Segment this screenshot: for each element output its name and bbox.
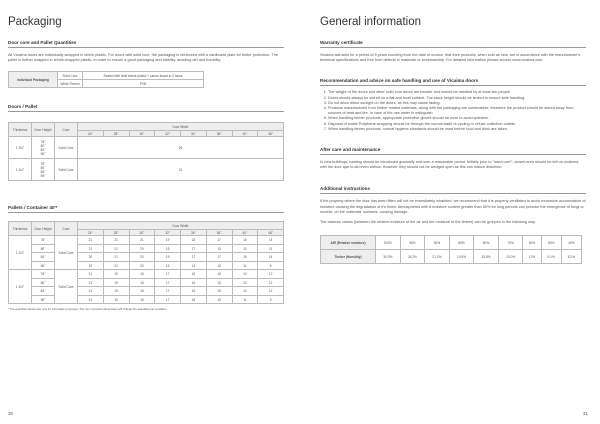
pallet-count-cell: 21 bbox=[78, 295, 104, 304]
table-row bbox=[9, 278, 284, 287]
door-height-cell: 84" bbox=[32, 253, 55, 262]
list-item: 2. Doors should always be stored on a flat and level surface. The stack height should be limited to ensure safe handling. bbox=[328, 96, 586, 101]
pallet-count-cell: 21 bbox=[78, 287, 104, 296]
pallet-count-cell: 20 bbox=[78, 253, 104, 262]
pallet-count-cell: 15 bbox=[206, 295, 232, 304]
pallet-count-cell: 17 bbox=[155, 287, 181, 296]
pallet-count-cell: 16 bbox=[181, 270, 207, 279]
door-height-cell: 78" bbox=[32, 236, 55, 245]
handling-heading: Recommendation and advice on safe handling and use of Vicaima doors bbox=[320, 78, 479, 84]
pallet-count-cell: 15 bbox=[206, 287, 232, 296]
pallet-count-cell: 16 bbox=[181, 287, 207, 296]
thickness-cell: 1 3/4" bbox=[9, 137, 32, 159]
thickness-cell: 1 3/4" bbox=[9, 159, 32, 181]
air-moisture-cell: 90% bbox=[425, 236, 450, 250]
header-door-width: Door Width bbox=[78, 222, 284, 230]
pallet-count-cell: 19 bbox=[103, 270, 129, 279]
door-heights-cell: 78" 80" 84" 96" bbox=[32, 137, 55, 159]
pallet-count-cell: 19 bbox=[155, 236, 181, 245]
doors-pallet-table bbox=[8, 122, 284, 181]
width-header: 32" bbox=[155, 131, 181, 137]
pallet-count-cell: 15 bbox=[232, 236, 258, 245]
list-item: 3. Do not allow direct sunlight on the doors, as this may cause fading. bbox=[328, 101, 586, 106]
door-height-cell: 96" bbox=[32, 295, 55, 304]
core-cell: Solid Core bbox=[55, 270, 78, 304]
timber-humidity-cell: 11% bbox=[523, 250, 541, 264]
timber-label: Timber (Humidity) bbox=[321, 250, 376, 264]
pallet-count-cell: 21 bbox=[103, 261, 129, 270]
width-header: 30" bbox=[129, 131, 155, 137]
pallet-count-cell: 13 bbox=[232, 287, 258, 296]
air-moisture-cell: 40% bbox=[561, 236, 581, 250]
header-core: Core bbox=[55, 123, 78, 137]
pallet-count-cell: 20 bbox=[129, 261, 155, 270]
pallet-count-cell: 19 bbox=[155, 244, 181, 253]
pallet-count-cell: 18 bbox=[129, 278, 155, 287]
timber-humidity-cell: 8.2% bbox=[561, 250, 581, 264]
pallet-count-cell: 21 bbox=[78, 278, 104, 287]
pallets-container-heading: Pallets / Container 40'* bbox=[8, 205, 58, 211]
footnote: * The quantities shown are only for information purposes. The mix of product dimensions will change the quantities per container. bbox=[8, 307, 168, 312]
header-door-width: Door Width bbox=[78, 123, 284, 131]
pallet-count-cell: 19 bbox=[103, 295, 129, 304]
page-number: 31 bbox=[582, 411, 588, 416]
aftercare-text: In new buildings, heating should be introduced gradually and over a reasonable period. Initially prior to "hand over", closed area should be left un-oxidized, with the door ajar to aid even airflow. However they should not be wedged open as this can induce distortion. bbox=[320, 160, 580, 170]
pallet-count-cell: 13 bbox=[232, 270, 258, 279]
pallet-count-cell: 21 bbox=[129, 236, 155, 245]
timber-humidity-cell: 15.8% bbox=[474, 250, 499, 264]
pallet-count-cell: 15 bbox=[206, 244, 232, 253]
additional-text-2: The balance values (between the relative moisture of the air and the moisture of the timber) can be grouped in the following way: bbox=[320, 220, 536, 225]
pallet-count-cell: 17 bbox=[155, 278, 181, 287]
aftercare-heading: After care and maintenance bbox=[320, 147, 381, 153]
width-header: 48" bbox=[258, 131, 284, 137]
table-row bbox=[321, 236, 582, 250]
table-row bbox=[9, 244, 284, 253]
pallet-count-cell: 15 bbox=[232, 253, 258, 262]
timber-humidity-cell: 21.2% bbox=[425, 250, 450, 264]
additional-instructions-heading: Additional instructions bbox=[320, 186, 371, 192]
door-height-cell: 78" bbox=[32, 270, 55, 279]
pallet-count-cell: 20 bbox=[129, 244, 155, 253]
pallet-count-cell: 17 bbox=[181, 244, 207, 253]
packaging-value: PVB bbox=[83, 80, 204, 88]
pallet-count-cell: 21 bbox=[78, 270, 104, 279]
balance-table bbox=[320, 235, 582, 264]
list-item: 5. When handling timber products, appropriate protective gloves should be worn to avoid splinters. bbox=[328, 116, 586, 121]
header-thickness: Thickness bbox=[9, 222, 32, 236]
pallet-count-cell: 15 bbox=[206, 278, 232, 287]
timber-humidity-cell: 9.1% bbox=[541, 250, 561, 264]
width-header: 24" bbox=[78, 131, 104, 137]
door-height-cell: 80" bbox=[32, 244, 55, 253]
pallet-count-cell: 21 bbox=[78, 236, 104, 245]
door-heights-cell: 78" 80" 84" 96" bbox=[32, 159, 55, 181]
width-header: 40" bbox=[232, 131, 258, 137]
width-header: 34" bbox=[181, 230, 207, 236]
table-row bbox=[9, 261, 284, 270]
timber-humidity-cell: 26.2% bbox=[400, 250, 425, 264]
pallet-count-cell: 13 bbox=[232, 244, 258, 253]
page-number: 30 bbox=[8, 411, 14, 416]
timber-humidity-cell: 19.5% bbox=[449, 250, 474, 264]
divider bbox=[320, 47, 586, 48]
packaging-table bbox=[8, 71, 204, 88]
pallet-count-cell: 18 bbox=[129, 295, 155, 304]
pallet-count-cell: 19 bbox=[155, 253, 181, 262]
list-item: 4. Products manufactured from timber related materials, along with the packaging are combustible; therefore the product should be stored away from sources of heat and fire. In case of fire use water to extinguish. bbox=[328, 106, 586, 116]
table-row bbox=[9, 253, 284, 262]
air-moisture-cell: 50% bbox=[541, 236, 561, 250]
header-thickness: Thickness bbox=[9, 123, 32, 137]
air-moisture-cell: 100% bbox=[376, 236, 401, 250]
pallet-count-cell: 21 bbox=[103, 253, 129, 262]
doors-pallet-heading: Doors / Pallet bbox=[8, 104, 38, 110]
divider bbox=[8, 111, 284, 112]
pallet-count-cell: 18 bbox=[181, 236, 207, 245]
thickness-cell: 1 3/4" bbox=[9, 236, 32, 270]
table-row bbox=[9, 295, 284, 304]
pallet-count-cell: 17 bbox=[181, 253, 207, 262]
core-cell: Solid Core bbox=[55, 137, 78, 159]
pallet-count-cell: 14 bbox=[181, 261, 207, 270]
divider bbox=[320, 154, 586, 155]
pallet-count-cell: 11 bbox=[232, 295, 258, 304]
divider bbox=[320, 85, 586, 86]
width-header: 40" bbox=[232, 230, 258, 236]
general-information-title: General information bbox=[320, 16, 421, 28]
divider bbox=[320, 193, 586, 194]
air-moisture-cell: 85% bbox=[449, 236, 474, 250]
pallet-count-cell: 14 bbox=[258, 236, 284, 245]
pallet-count-cell: 16 bbox=[181, 278, 207, 287]
air-moisture-cell: 60% bbox=[523, 236, 541, 250]
warranty-text: Vicaima warrants for a period of 5 years counting from the date of invoice, that their products, when sold as new, are in accordance with the manufacturer's technical specifications and free from defects in materials or workmanship. For detailed information please access www.vicaima.com bbox=[320, 53, 581, 63]
packaging-title: Packaging bbox=[8, 16, 62, 28]
air-moisture-cell: 70% bbox=[498, 236, 523, 250]
door-core-heading: Door core and Pallet Quantities bbox=[8, 40, 77, 45]
pallet-count-cell: 11 bbox=[258, 244, 284, 253]
divider bbox=[8, 212, 284, 213]
table-row bbox=[9, 287, 284, 296]
packaging-core: Solid Core bbox=[58, 72, 83, 80]
pallet-quantity-cell: 26 bbox=[78, 137, 284, 159]
air-moisture-cell: 80% bbox=[474, 236, 499, 250]
pallet-count-cell: 19 bbox=[103, 278, 129, 287]
pallet-count-cell: 17 bbox=[206, 236, 232, 245]
table-row bbox=[9, 236, 284, 245]
table-row bbox=[321, 250, 582, 264]
width-header: 36" bbox=[206, 131, 232, 137]
width-header: 28" bbox=[103, 131, 129, 137]
pallet-count-cell: 16 bbox=[181, 295, 207, 304]
pallet-count-cell: 12 bbox=[258, 278, 284, 287]
pallet-count-cell: 21 bbox=[103, 244, 129, 253]
core-cell: Solid Core bbox=[55, 236, 78, 270]
width-header: 24" bbox=[78, 230, 104, 236]
pallet-count-cell: 9 bbox=[258, 295, 284, 304]
table-row bbox=[9, 159, 284, 181]
pallet-count-cell: 17 bbox=[155, 270, 181, 279]
core-cell: Solid Core bbox=[55, 159, 78, 181]
pallet-count-cell: 12 bbox=[258, 270, 284, 279]
thickness-cell: 1 3/4" bbox=[9, 270, 32, 304]
air-moisture-cell: 95% bbox=[400, 236, 425, 250]
pallet-count-cell: 12 bbox=[258, 287, 284, 296]
timber-humidity-cell: 13.0% bbox=[498, 250, 523, 264]
divider bbox=[8, 47, 284, 48]
pallet-count-cell: 20 bbox=[129, 253, 155, 262]
pallet-count-cell: 19 bbox=[78, 261, 104, 270]
pallet-quantity-cell: 21 bbox=[78, 159, 284, 181]
handling-list bbox=[320, 90, 586, 132]
packaging-value: Sealed with heat shrink plastic + carton board in 2 faces bbox=[83, 72, 204, 80]
width-header: 36" bbox=[206, 230, 232, 236]
pallet-count-cell: 9 bbox=[258, 261, 284, 270]
pallet-count-cell: 17 bbox=[155, 295, 181, 304]
table-row bbox=[9, 270, 284, 279]
pallet-count-cell: 21 bbox=[103, 236, 129, 245]
right-page bbox=[300, 0, 600, 424]
pallet-count-cell: 18 bbox=[129, 270, 155, 279]
table-row bbox=[9, 137, 284, 159]
pallet-count-cell: 11 bbox=[232, 261, 258, 270]
pallet-count-cell: 21 bbox=[78, 244, 104, 253]
warranty-heading: Warranty certificate bbox=[320, 40, 363, 45]
header-door-height: Door Height bbox=[32, 222, 55, 236]
pallet-count-cell: 14 bbox=[258, 253, 284, 262]
width-header: 48" bbox=[258, 230, 284, 236]
pallet-count-cell: 17 bbox=[206, 253, 232, 262]
door-height-cell: 84" bbox=[32, 287, 55, 296]
width-header: 32" bbox=[155, 230, 181, 236]
air-label: AIR (Relative moisture) bbox=[321, 236, 376, 250]
header-door-height: Door Height bbox=[32, 123, 55, 137]
packaging-core: White Primed bbox=[58, 80, 83, 88]
door-height-cell: 96" bbox=[32, 261, 55, 270]
pallet-count-cell: 19 bbox=[103, 287, 129, 296]
door-core-text: All Vicaima doors are individually wrapped in shrink plastic. For doors with solid core, the packaging is reinforced with a cardboard plate for better protection. The pallet is further wrapped in shrink-wrapped plastic, in order to ensure a good packaging and stability, avoiding dirt and humidity. bbox=[8, 53, 278, 63]
pallet-count-cell: 15 bbox=[206, 261, 232, 270]
width-header: 30" bbox=[129, 230, 155, 236]
additional-text-1: If the property where the door has been fitted will not be immediately inhabited, we recommend that it is properly ventilated to avoid excessive accumulation of moisture causing the degradation of it's finish. Atmospheres with a moisture content greater than 60% for long periods can provoke the emergence of fungi or moulds, on the materials' surfaces, causing damage. bbox=[320, 199, 586, 214]
width-header: 28" bbox=[103, 230, 129, 236]
pallets-container-table bbox=[8, 221, 284, 304]
list-item: 7. When handling timber products, normal hygiene standards should be used before food and drink are taken. bbox=[328, 127, 586, 132]
pallet-count-cell: 18 bbox=[129, 287, 155, 296]
pallet-count-cell: 15 bbox=[155, 261, 181, 270]
timber-humidity-cell: 30.0% bbox=[376, 250, 401, 264]
header-core: Core bbox=[55, 222, 78, 236]
pallet-count-cell: 13 bbox=[232, 278, 258, 287]
pallet-count-cell: 15 bbox=[206, 270, 232, 279]
packaging-row-label: Individual Packaging bbox=[9, 72, 58, 88]
door-height-cell: 80" bbox=[32, 278, 55, 287]
list-item: 6. Disposal of waste Polythene wrapping should be through the normal trade re-cycling or refuse collection outlets. bbox=[328, 122, 586, 127]
width-header: 34" bbox=[181, 131, 207, 137]
list-item: 1. The weight of fire doors and other solid core doors are heavier and should be handled by at least two people. bbox=[328, 90, 586, 95]
